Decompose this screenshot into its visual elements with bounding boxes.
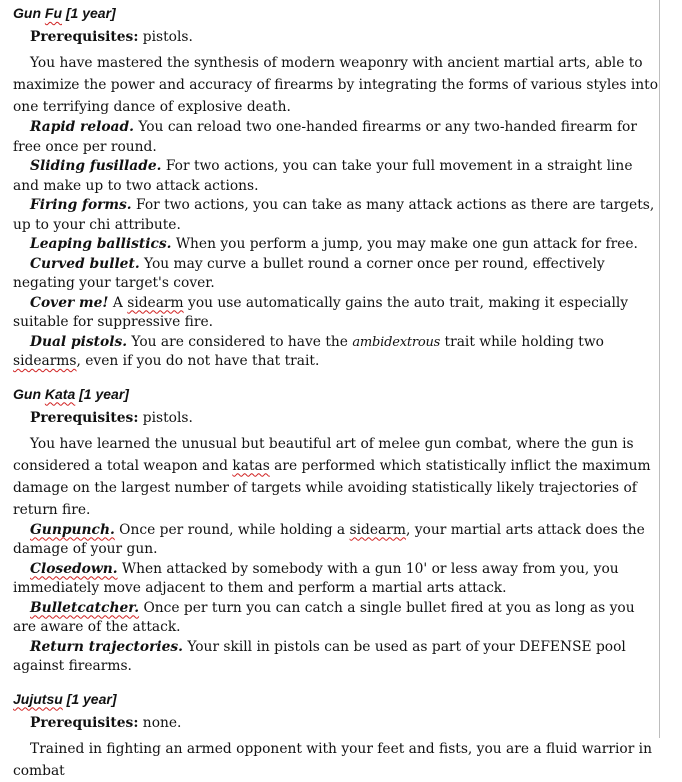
- misspelled-word: sidearms: [13, 353, 77, 369]
- heading-duration: [1 year]: [75, 385, 129, 402]
- prerequisites-label: Prerequisites:: [30, 714, 139, 731]
- feature-text: You may curve a bullet round a corner once per round, effectively negating your target's cover.: [13, 255, 605, 291]
- feature-text: You can reload two one-handed firearms or any two-handed firearm for free once per round.: [13, 119, 637, 155]
- feature-text: Once per turn you can catch a single bullet fired at you as long as you are aware of the attack.: [13, 599, 635, 635]
- feature-text: Once per round, while holding a: [114, 521, 350, 538]
- section-heading: [13, 384, 659, 404]
- feature-closedown: [13, 560, 659, 599]
- feature-name: Rapid reload.: [30, 119, 134, 135]
- feature-text: When attacked by somebody with a gun 10' or less away from you, you immediately move adjacent to them and perform a martial arts attack.: [13, 560, 619, 596]
- feature-name: Leaping ballistics.: [30, 236, 172, 252]
- feature-return-trajectories: [13, 638, 659, 677]
- section-description: You have mastered the synthesis of modern weaponry with ancient martial arts, able to maximize the power and accuracy of firearms by integrating the forms of various styles into one terrifying dance of explosive death.: [13, 55, 659, 115]
- heading-duration: [1 year]: [62, 690, 117, 707]
- feature-cover-me: [13, 294, 659, 333]
- description-text: You have learned the unusual but beautiful art of melee gun combat, where the gun is considered a total weapon and: [13, 435, 634, 474]
- section-heading: [13, 689, 659, 709]
- misspelled-word: Fu: [44, 5, 62, 21]
- feature-gunpunch: [13, 521, 659, 560]
- feature-text: , even if you do not have that trait.: [76, 353, 320, 369]
- heading-duration: [1 year]: [62, 5, 116, 21]
- feature-name: Cover me!: [30, 294, 109, 311]
- misspelled-word: Kata: [44, 385, 76, 402]
- prerequisites-value: pistols.: [138, 29, 193, 45]
- feature-name: Closedown.: [30, 560, 118, 577]
- feature-leaping-ballistics: [13, 235, 659, 255]
- feature-bulletcatcher: [13, 599, 659, 638]
- feature-firing-forms: [13, 196, 659, 235]
- prerequisites-value: none.: [138, 714, 182, 731]
- feature-text: You are considered to have the: [127, 333, 353, 350]
- prerequisites-label: Prerequisites:: [30, 29, 139, 45]
- misspelled-word: katas: [232, 457, 270, 474]
- feature-text: A: [108, 294, 128, 311]
- feature-name: Firing forms.: [30, 197, 132, 213]
- feature-text: Your skill in pistols can be used as part of your DEFENSE pool against firearms.: [13, 638, 626, 674]
- prerequisites-value: pistols.: [138, 409, 193, 426]
- feature-rapid-reload: [13, 118, 659, 157]
- section-description: Trained in fighting an armed opponent with your feet and fists, you are a fluid warrior in combat: [13, 740, 652, 779]
- feature-text: When you perform a jump, you may make one gun attack for free.: [171, 236, 638, 252]
- feature-text: trait while holding two: [440, 333, 604, 350]
- section-gap: [13, 372, 659, 384]
- heading-text: Gun: [13, 5, 45, 21]
- misspelled-word: Jujutsu: [13, 690, 63, 707]
- prerequisites-line: [13, 713, 659, 733]
- feature-name: Gunpunch.: [30, 521, 115, 538]
- feature-text: you use automatically gains the auto trait, making it especially suitable for suppressive fire.: [13, 294, 629, 330]
- prerequisites-label: Prerequisites:: [30, 409, 139, 426]
- feature-name: Curved bullet.: [30, 255, 140, 272]
- feature-sliding-fusillade: [13, 157, 659, 196]
- description-text: are performed which statistically inflict the maximum damage on the largest number of targets while avoiding statistically likely trajectories of return fire.: [13, 457, 651, 518]
- heading-text: Gun: [13, 385, 45, 402]
- section-jujutsu: [13, 689, 659, 782]
- section-description: [13, 433, 659, 521]
- feature-curved-bullet: [13, 255, 659, 294]
- feature-text: For two actions, you can take your full movement in a straight line and make up to two attack actions.: [13, 158, 633, 194]
- section-gun-kata: [13, 384, 659, 677]
- misspelled-word: sidearm: [127, 294, 184, 311]
- prerequisites-line: [13, 27, 659, 47]
- feature-text: , your martial arts attack does the damage of your gun.: [13, 521, 645, 557]
- feature-name: Return trajectories.: [30, 638, 183, 655]
- prerequisites-line: [13, 408, 659, 428]
- section-heading: [13, 3, 659, 23]
- trait-name: ambidextrous: [352, 334, 441, 350]
- feature-text: For two actions, you can take as many attack actions as there are targets, up to your chi attribute.: [13, 197, 655, 233]
- document-content: [13, 0, 659, 782]
- feature-dual-pistols: [13, 333, 659, 372]
- feature-name: Bulletcatcher.: [30, 599, 140, 616]
- section-gap: [13, 677, 659, 689]
- feature-name: Dual pistols.: [30, 333, 128, 350]
- section-gun-fu: [13, 3, 659, 372]
- misspelled-word: sidearm: [349, 521, 406, 538]
- feature-name: Sliding fusillade.: [30, 158, 162, 174]
